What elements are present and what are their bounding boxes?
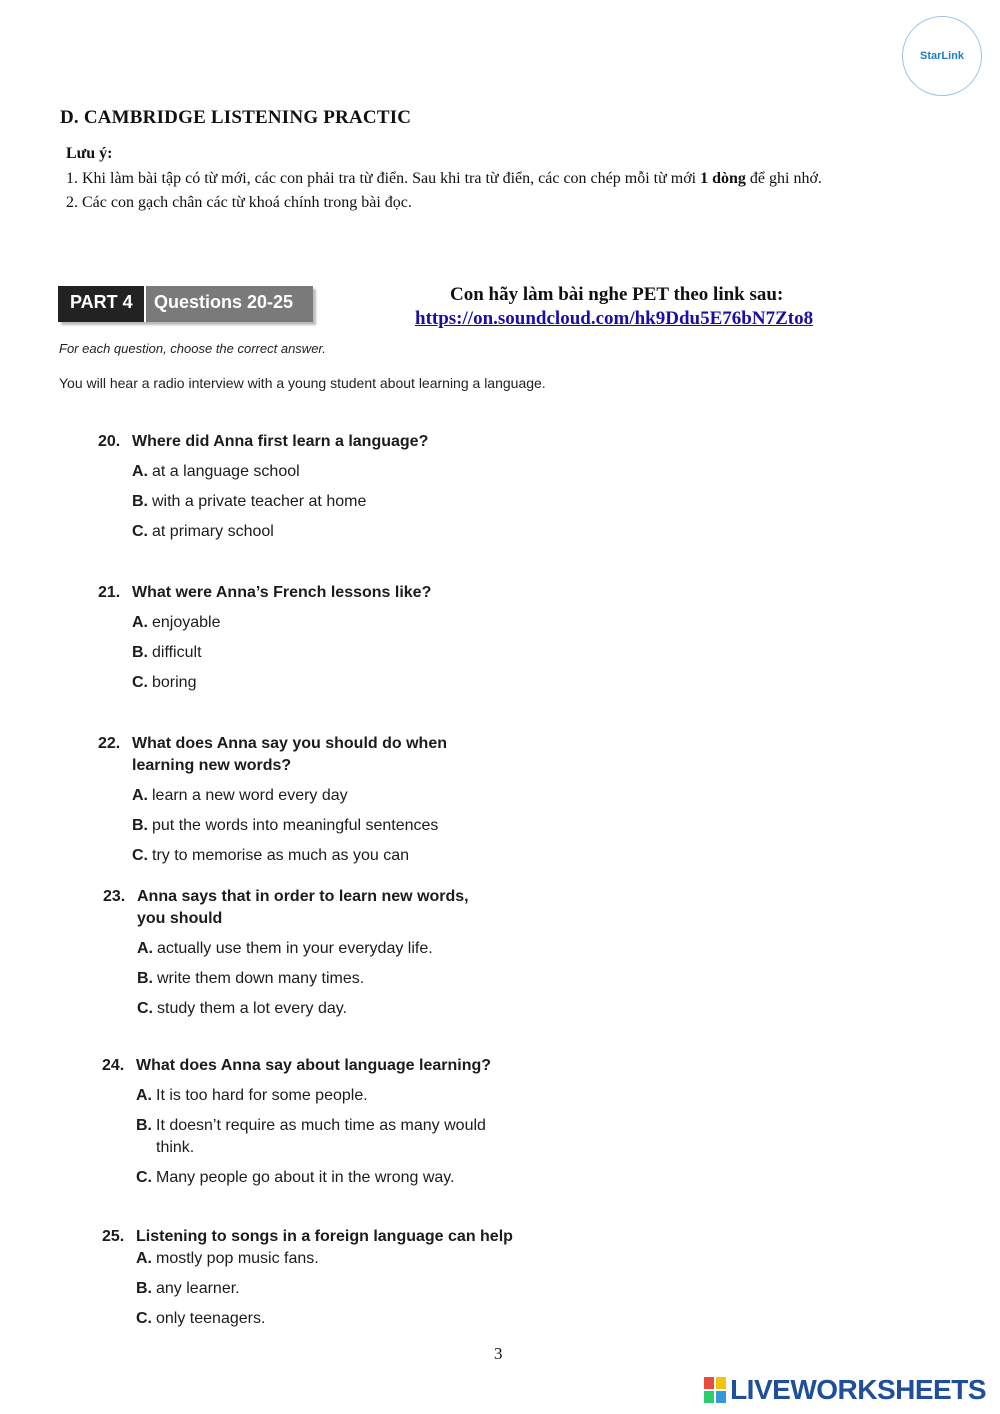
- question-24: [102, 1055, 556, 1197]
- question-text: What does Anna say about language learning?: [136, 1057, 492, 1074]
- option-letter: A.: [132, 787, 148, 804]
- option-c[interactable]: [132, 672, 552, 694]
- logo-block: [716, 1391, 726, 1403]
- page-number: 3: [494, 1344, 503, 1363]
- question-20: [98, 431, 552, 551]
- option-text: It is too hard for some people.: [156, 1087, 368, 1104]
- note-line-1: [66, 170, 822, 188]
- option-letter: B.: [132, 644, 148, 661]
- question-text: Listening to songs in a foreign language can help: [136, 1228, 513, 1245]
- option-text: enjoyable: [152, 614, 221, 631]
- option-letter: A.: [132, 614, 148, 631]
- option-letter: A.: [136, 1250, 152, 1267]
- option-letter: C.: [132, 847, 148, 864]
- option-text: at a language school: [152, 463, 300, 480]
- option-c[interactable]: [132, 845, 532, 867]
- option-text: learn a new word every day: [152, 787, 348, 804]
- context-text: You will hear a radio interview with a young student about learning a language.: [59, 375, 546, 391]
- section-title: D. CAMBRIDGE LISTENING PRACTIC: [60, 107, 412, 128]
- option-c[interactable]: [136, 1308, 556, 1330]
- logo-block: [716, 1377, 726, 1389]
- question-number: 25.: [102, 1228, 125, 1245]
- logo-block: [704, 1377, 714, 1389]
- note-line-1-bold: 1 dòng: [700, 170, 746, 187]
- option-a[interactable]: [136, 1085, 556, 1107]
- note-line-1-text: 1. Khi làm bài tập có từ mới, các con phải tra từ điển. Sau khi tra từ điển, các con chép mỗi từ mới: [66, 170, 701, 187]
- option-text: actually use them in your everyday life.: [157, 940, 433, 957]
- option-text: study them a lot every day.: [157, 1000, 348, 1017]
- question-number: 21.: [98, 584, 121, 601]
- note-line-2: 2. Các con gạch chân các từ khoá chính trong bài đọc.: [66, 194, 412, 211]
- note-label: Lưu ý:: [66, 145, 113, 162]
- option-letter: A.: [132, 463, 148, 480]
- liveworksheets-logo-icon: [704, 1377, 726, 1403]
- option-letter: C.: [132, 523, 148, 540]
- option-c[interactable]: [136, 1167, 556, 1189]
- option-letter: B.: [132, 493, 148, 510]
- option-text: difficult: [152, 644, 202, 661]
- starlink-logo: [902, 16, 982, 96]
- option-b[interactable]: [132, 491, 552, 513]
- part-header: [58, 286, 313, 322]
- part-questions-range: Questions 20-25: [144, 286, 313, 322]
- option-letter: A.: [137, 940, 153, 957]
- option-c[interactable]: [137, 998, 537, 1020]
- question-text: What does Anna say you should do when learning new words?: [132, 735, 447, 774]
- option-text: It doesn’t require as much time as many would think.: [156, 1117, 486, 1156]
- option-b[interactable]: [136, 1115, 556, 1159]
- logo-block: [704, 1391, 714, 1403]
- question-text: What were Anna’s French lessons like?: [132, 584, 432, 601]
- option-text: mostly pop music fans.: [156, 1250, 319, 1267]
- option-text: boring: [152, 674, 197, 691]
- question-23: [103, 886, 537, 1028]
- option-a[interactable]: [137, 938, 537, 960]
- option-letter: C.: [136, 1169, 152, 1186]
- question-25: [102, 1226, 556, 1338]
- option-text: any learner.: [156, 1280, 240, 1297]
- option-b[interactable]: [137, 968, 537, 990]
- option-text: try to memorise as much as you can: [152, 847, 409, 864]
- option-text: put the words into meaningful sentences: [152, 817, 439, 834]
- option-letter: B.: [136, 1117, 152, 1134]
- option-c[interactable]: [132, 521, 552, 543]
- option-text: with a private teacher at home: [152, 493, 367, 510]
- option-letter: B.: [136, 1280, 152, 1297]
- option-letter: A.: [136, 1087, 152, 1104]
- option-text: Many people go about it in the wrong way.: [156, 1169, 455, 1186]
- part-label: PART 4: [58, 286, 144, 322]
- question-number: 24.: [102, 1057, 125, 1074]
- option-a[interactable]: [136, 1248, 556, 1270]
- option-b[interactable]: [136, 1278, 556, 1300]
- question-number: 22.: [98, 735, 121, 752]
- option-letter: B.: [137, 970, 153, 987]
- question-text: Where did Anna first learn a language?: [132, 433, 429, 450]
- soundcloud-link[interactable]: https://on.soundcloud.com/hk9Ddu5E76bN7Zto8: [415, 308, 814, 329]
- option-letter: C.: [132, 674, 148, 691]
- option-b[interactable]: [132, 815, 532, 837]
- option-letter: C.: [136, 1310, 152, 1327]
- question-text: Anna says that in order to learn new words, you should: [137, 888, 469, 927]
- question-number: 23.: [103, 888, 126, 905]
- instruction-text: For each question, choose the correct answer.: [59, 341, 326, 356]
- option-a[interactable]: [132, 461, 552, 483]
- option-letter: B.: [132, 817, 148, 834]
- question-22: [98, 733, 532, 875]
- option-b[interactable]: [132, 642, 552, 664]
- watermark-text: LIVEWORKSHEETS: [730, 1374, 986, 1405]
- liveworksheets-watermark[interactable]: [704, 1374, 986, 1406]
- option-text: write them down many times.: [157, 970, 365, 987]
- listen-title: Con hãy làm bài nghe PET theo link sau:: [450, 284, 784, 305]
- option-letter: C.: [137, 1000, 153, 1017]
- option-a[interactable]: [132, 612, 552, 634]
- question-21: [98, 582, 552, 702]
- logo-text: StarLink: [919, 50, 964, 62]
- option-text: at primary school: [152, 523, 274, 540]
- option-a[interactable]: [132, 785, 532, 807]
- option-text: only teenagers.: [156, 1310, 266, 1327]
- question-number: 20.: [98, 433, 121, 450]
- note-line-1-suffix: để ghi nhớ.: [745, 170, 822, 187]
